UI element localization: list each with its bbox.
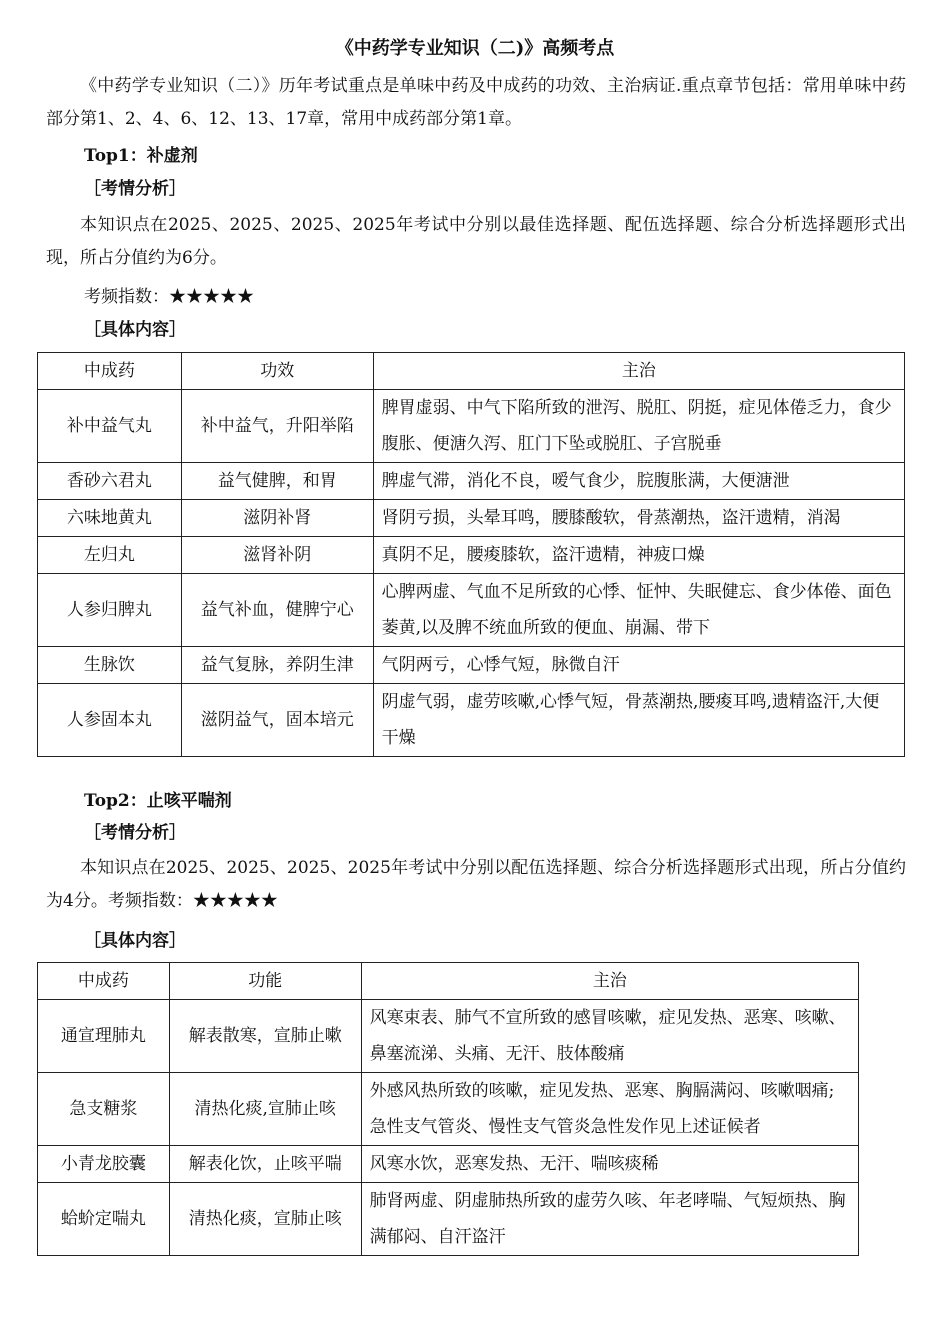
medicine-cell: 香砂六君丸 [38, 463, 182, 500]
function-cell: 解表散寒，宣肺止嗽 [169, 1000, 361, 1073]
top1-table [37, 352, 905, 757]
medicine-cell: 生脉饮 [38, 647, 182, 684]
indication-cell: 真阴不足，腰痠膝软，盗汗遗精，神疲口燥 [373, 537, 904, 574]
medicine-cell: 蛤蚧定喘丸 [38, 1183, 170, 1256]
medicine-cell: 补中益气丸 [38, 390, 182, 463]
top1-analysis-label: ［考情分析］ [84, 179, 186, 199]
header-cell: 主治 [361, 963, 858, 1000]
header-cell: 主治 [373, 353, 904, 390]
table-row [38, 537, 905, 574]
medicine-cell: 通宣理肺丸 [38, 1000, 170, 1073]
medicine-cell: 六味地黄丸 [38, 500, 182, 537]
table-row [38, 574, 905, 647]
indication-cell: 风寒水饮，恶寒发热、无汗、喘咳痰稀 [361, 1146, 858, 1183]
indication-cell: 阴虚气弱，虚劳咳嗽,心悸气短，骨蒸潮热,腰痠耳鸣,遗精盗汗,大便干燥 [373, 684, 904, 757]
medicine-cell: 小青龙胶囊 [38, 1146, 170, 1183]
effect-cell: 益气复脉，养阴生津 [181, 647, 373, 684]
effect-cell: 益气健脾，和胃 [181, 463, 373, 500]
header-cell: 功能 [169, 963, 361, 1000]
medicine-cell: 急支糖浆 [38, 1073, 170, 1146]
table-row [38, 1073, 859, 1146]
top1-frequency: 考频指数：★★★★★ [84, 287, 254, 307]
header-cell: 功效 [181, 353, 373, 390]
medicine-cell: 左归丸 [38, 537, 182, 574]
top2-heading: Top2：止咳平喘剂 [84, 791, 232, 811]
table-row [38, 463, 905, 500]
intro-paragraph: 《中药学专业知识（二）》历年考试重点是单味中药及中成药的功效、主治病证.重点章节包括：常用单味中药部分第1、2、4、6、12、13、17章，常用中成药部分第1章。 [46, 76, 906, 129]
effect-cell: 滋阴补肾 [181, 500, 373, 537]
indication-cell: 肺肾两虚、阴虚肺热所致的虚劳久咳、年老哮喘、气短烦热、胸满郁闷、自汗盗汗 [361, 1183, 858, 1256]
table-header-row [38, 353, 905, 390]
indication-cell: 心脾两虚、气血不足所致的心悸、怔忡、失眠健忘、食少体倦、面色萎黄,以及脾不统血所致的便血、崩漏、带下 [373, 574, 904, 647]
header-cell: 中成药 [38, 353, 182, 390]
indication-cell: 气阴两亏，心悸气短，脉微自汗 [373, 647, 904, 684]
effect-cell: 益气补血，健脾宁心 [181, 574, 373, 647]
top2-analysis-text: 本知识点在2025、2025、2025、2025年考试中分别以配伍选择题、综合分析选择题形式出现，所占分值约为4分。考频指数：★★★★★ [46, 858, 906, 911]
table-row [38, 390, 905, 463]
effect-cell: 补中益气，升阳举陷 [181, 390, 373, 463]
top1-heading: Top1：补虚剂 [84, 146, 198, 166]
table-header-row [38, 963, 859, 1000]
table-row [38, 684, 905, 757]
table-row [38, 1000, 859, 1073]
medicine-cell: 人参归脾丸 [38, 574, 182, 647]
table-row [38, 647, 905, 684]
indication-cell: 外感风热所致的咳嗽，症见发热、恶寒、胸膈满闷、咳嗽咽痛;急性支气管炎、慢性支气管炎急性发作见上述证候者 [361, 1073, 858, 1146]
top1-analysis-text: 本知识点在2025、2025、2025、2025年考试中分别以最佳选择题、配伍选择题、综合分析选择题形式出现，所占分值约为6分。 [46, 215, 906, 268]
top2-table [37, 962, 859, 1256]
effect-cell: 滋阴益气，固本培元 [181, 684, 373, 757]
document-title: 《中药学专业知识（二)》高频考点 [335, 38, 615, 59]
indication-cell: 脾虚气滞，消化不良，嗳气食少，脘腹胀满，大便溏泄 [373, 463, 904, 500]
indication-cell: 风寒束表、肺气不宣所致的感冒咳嗽，症见发热、恶寒、咳嗽、鼻塞流涕、头痛、无汗、肢体酸痛 [361, 1000, 858, 1073]
table-row [38, 1183, 859, 1256]
header-cell: 中成药 [38, 963, 170, 1000]
top1-content-label: ［具体内容］ [84, 320, 186, 340]
medicine-cell: 人参固本丸 [38, 684, 182, 757]
indication-cell: 肾阴亏损，头晕耳鸣，腰膝酸软，骨蒸潮热，盗汗遗精，消渴 [373, 500, 904, 537]
effect-cell: 滋肾补阴 [181, 537, 373, 574]
function-cell: 解表化饮，止咳平喘 [169, 1146, 361, 1183]
table-row [38, 1146, 859, 1183]
table-row [38, 500, 905, 537]
top2-content-label: ［具体内容］ [84, 931, 186, 951]
top2-analysis-label: ［考情分析］ [84, 823, 186, 843]
indication-cell: 脾胃虚弱、中气下陷所致的泄泻、脱肛、阴挺，症见体倦乏力，食少腹胀、便溏久泻、肛门下坠或脱肛、子宫脱垂 [373, 390, 904, 463]
function-cell: 清热化痰,宣肺止咳 [169, 1073, 361, 1146]
function-cell: 清热化痰，宣肺止咳 [169, 1183, 361, 1256]
